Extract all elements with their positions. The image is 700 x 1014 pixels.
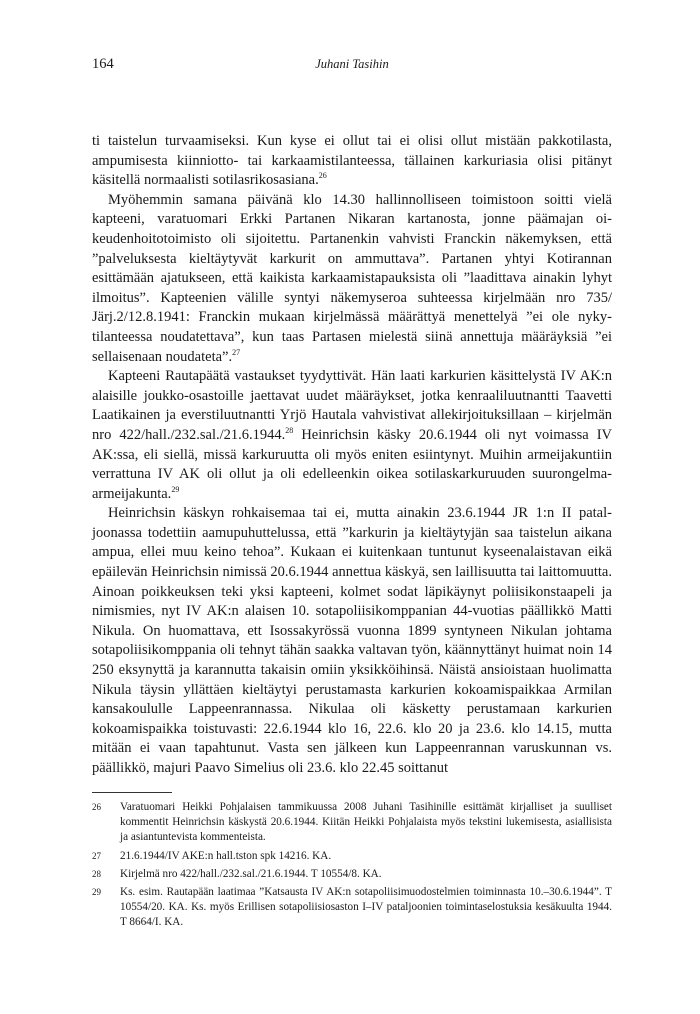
footnote-29 [92, 885, 612, 931]
paragraph-2 [92, 191, 612, 367]
footnote-text: Kirjelmä nro 422/hall./232.sal./21.6.1944. T 10554/8. KA. [120, 867, 382, 880]
paragraph-text-continued: Heinrichsin käsky 20.6.1944 oli nyt voimassa IV AK:ssa, eli siellä, missä karkuruutta oli myös eniten esiintynyt. Muihin armeijakuntiin verrattuna IV AK oli ollut ja oli edelleenkin oikea sotilaskarkuruuden suurongelma-armeijakunta. [92, 426, 612, 502]
paragraph-4 [92, 504, 612, 778]
paragraph-1 [92, 132, 612, 191]
footnote-ref: 28 [285, 425, 294, 435]
footnote-text: Varatuomari Heikki Pohjalaisen tammikuussa 2008 Juhani Tasihinille esittämät kirjalliset ja suulliset kommentit Heinrichsin käskystä 20.6.1944. Kiitän Heikki Pohjalaista myös tekstini lukemisesta, asiallisista ja asiantuntevista kommenteista. [120, 801, 612, 844]
footnote-text: 21.6.1944/IV AKE:n hall.tston spk 14216. KA. [120, 849, 332, 862]
footnote-number: 29 [92, 887, 101, 898]
footnote-ref: 26 [318, 171, 327, 181]
page-number: 164 [92, 56, 114, 72]
footnote-number: 27 [92, 850, 101, 861]
running-head: Juhani Tasihin [315, 57, 389, 71]
body-text [92, 132, 612, 779]
footnote-28 [92, 867, 612, 882]
paragraph-text: Myöhemmin samana päivänä klo 14.30 hallinnolliseen toimistoon soitti vielä kapteeni, varatuomari Erkki Partanen Nikaran kartanosta, jonne päämajan oikeudenhoitotoimisto oli sijoitettu. Partanenkin vahvisti Franckin näkemyksen, että ”palveluksesta kieltäytyvät karkurit on ammuttava”. Partanen yhtyi Kotirannan esittämään ajatukseen, että kaikista karkaamistapauksista oli ”laadittava ainakin lyhyt ilmoitus”. Kapteenien välille syntyi näkemyseroa suhteessa kirjelmään nro 735/ Järj.2/12.8.1941: Franckin mukaan kirjelmässä määrättyä menettelyä ”ei ole nykytilanteessa noudatettava”, kun taas Partasen mielestä siinä annettuja määräyksiä ”ei sellaisenaan noudateta”. [92, 191, 612, 365]
footnote-27 [92, 849, 612, 864]
footnote-divider [92, 792, 172, 793]
footnote-number: 28 [92, 868, 101, 879]
footnotes [92, 800, 612, 934]
paragraph-text: Heinrichsin käskyn rohkaisemaa tai ei, mutta ainakin 23.6.1944 JR 1:n II pataljoonassa todettiin aamupuhuttelussa, että ”karkurin ja kieltäytyjän saa taistelun aikana ampua, ellei muu keino tehoa”. Kukaan ei kuitenkaan tuntunut kyseenalaistavan eikä epäilevän Heinrichsin nimissä 20.6.1944 annettua käskyä, sen laillisuutta tai laittomuutta. Ainoan poikkeuksen teki yksi kapteeni, kolmet sodat läpikäynyt poliisikonstaapeli ja nimismies, nyt IV AK:n alaisen 10. sotapoliisikomppanian 44-vuotias päällikkö Matti Nikula. On huomattava, ett Isossakyrössä vuonna 1899 syntyneen Nikulan johtama sotapoliisikomppania oli tehnyt tähän saakka valtavan työn, käännyttänyt huimat noin 14 250 eksynyttä ja karannutta takaisin omiin yksikköihinsä. Näistä ansioistaan huolimatta Nikula täysin yllättäen kieltäytyi perustamasta karkurien kokoamispaikkaa Armilan kansakoululle Lappeenrannassa. Nikulaa oli käsketty perustamaan karkurien kokoamispaikka toistuvasti: 22.6.1944 klo 16, 22.6. klo 20 ja 23.6. klo 14.15, mutta mitään ei vaan tapahtunut. Vasta sen jälkeen kun Lappeenrannan varuskunnan vs. päällikkö, majuri Paavo Simelius oli 23.6. klo 22.45 soittanut [92, 505, 612, 776]
footnote-text: Ks. esim. Rautapään laatimaa ”Katsausta IV AK:n sotapoliisimuodostelmien toiminnasta 10.–30.6.1944”. T 10554/20. KA. Ks. myös Erillisen sotapoliisiosaston I–IV pataljoonien toimintaselostuksia kesäkuulta 1944. T 8664/I. KA. [120, 886, 612, 929]
paragraph-text: ti taistelun turvaamiseksi. Kun kyse ei ollut tai ei olisi ollut mistään pakkotilasta, ampumisesta kiinniotto- tai karkaamistilanteessa, tällainen karkuriasia olisi pitänyt käsitellä normaalisti sotilasrikosasiana. [92, 133, 612, 189]
footnote-ref: 29 [171, 484, 180, 494]
footnote-ref: 27 [232, 347, 241, 357]
page-header [92, 56, 612, 76]
paragraph-text: Kapteeni Rautapäätä vastaukset tyydyttivät. Hän laati karkurien käsittelystä IV AK:n alaisille joukko-osastoille jaettavat uudet määräykset, jotka kenraaliluutnantti Taavetti Laatikainen ja everstiluutnantti Yrjö Hautala vahvistivat allekirjoituksillaan – kirjelmän nro 422/hall./232.sal./21.6.1944. [92, 368, 612, 443]
paragraph-3 [92, 367, 612, 504]
footnote-number: 26 [92, 802, 101, 812]
footnote-26 [92, 800, 612, 846]
